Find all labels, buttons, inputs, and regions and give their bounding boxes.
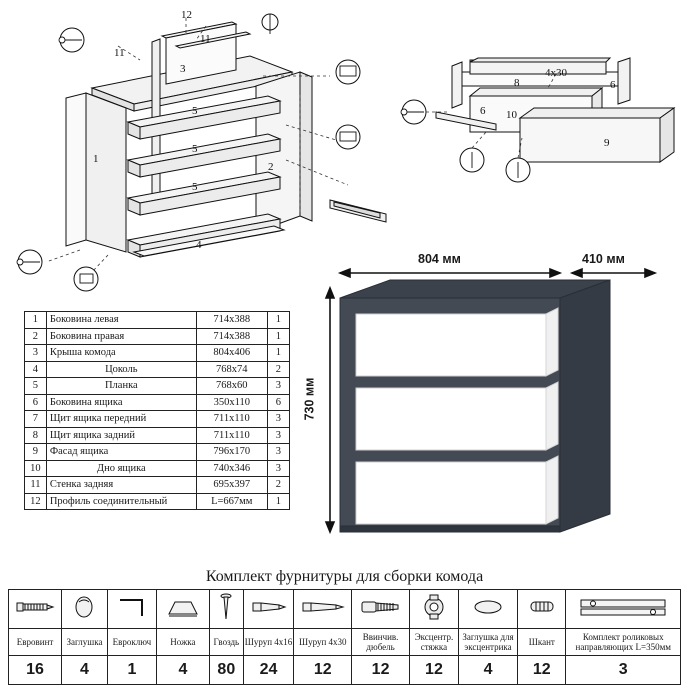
part-dimension: 768x60: [196, 378, 267, 395]
part-no: 8: [25, 427, 47, 444]
cam-lock-icon: [409, 590, 458, 629]
part-no: 9: [25, 444, 47, 461]
callout-5-c: 5: [192, 181, 198, 193]
part-name: Боковина левая: [46, 312, 196, 329]
callout-11-b: 11: [200, 33, 211, 45]
hardware-count: 12: [352, 656, 410, 685]
callout-5-b: 5: [192, 143, 198, 155]
part-no: 4: [25, 361, 47, 378]
hardware-name: Евровинт: [9, 629, 62, 656]
table-row: [25, 411, 290, 428]
hardware-name: Ножка: [156, 629, 209, 656]
part-quantity: 3: [267, 460, 289, 477]
hardware-count: 4: [458, 656, 517, 685]
part-no: 12: [25, 493, 47, 510]
drawer-slide-icon: [566, 590, 681, 629]
table-row: [25, 378, 290, 395]
dowel-screw-icon: [352, 590, 410, 629]
hardware-count: 16: [9, 656, 62, 685]
table-row: [25, 444, 290, 461]
part-quantity: 1: [267, 312, 289, 329]
part-no: 5: [25, 378, 47, 395]
callout-6-a: 6: [480, 105, 486, 117]
table-row: [25, 460, 290, 477]
hardware-count: 3: [566, 656, 681, 685]
hardware-count: 4: [62, 656, 108, 685]
foot-icon: [156, 590, 209, 629]
callout-1: 1: [93, 153, 99, 165]
callout-9: 9: [604, 137, 610, 149]
screw-4x16-icon: [243, 590, 294, 629]
part-dimension: 711x110: [196, 427, 267, 444]
part-no: 1: [25, 312, 47, 329]
callout-5-a: 5: [192, 105, 198, 117]
part-quantity: 6: [267, 394, 289, 411]
callout-12: 12: [181, 9, 192, 21]
table-row: [25, 345, 290, 362]
hardware-count: 4: [156, 656, 209, 685]
table-row: [25, 328, 290, 345]
hardware-name: Шуруп 4x30: [294, 629, 352, 656]
hardware-name: Заглушка для эксцентрика: [458, 629, 517, 656]
part-quantity: 2: [267, 477, 289, 494]
hardware-name: Шуруп 4x16: [243, 629, 294, 656]
table-row: [25, 394, 290, 411]
part-dimension: 695x397: [196, 477, 267, 494]
cam-cover-icon: [458, 590, 517, 629]
hardware-name: Заглушка: [62, 629, 108, 656]
part-dimension: 768x74: [196, 361, 267, 378]
part-dimension: 711x110: [196, 411, 267, 428]
part-name: Щит ящика передний: [46, 411, 196, 428]
hardware-count: 80: [209, 656, 243, 685]
part-dimension: 350x110: [196, 394, 267, 411]
part-name: Щит ящика задний: [46, 427, 196, 444]
part-name: Дно ящика: [46, 460, 196, 477]
allen-key-icon: [107, 590, 156, 629]
part-quantity: 3: [267, 444, 289, 461]
hardware-name: Шкант: [518, 629, 566, 656]
table-row: [25, 312, 290, 329]
part-no: 3: [25, 345, 47, 362]
part-quantity: 1: [267, 328, 289, 345]
callout-2: 2: [268, 161, 274, 173]
callout-4: 4: [196, 239, 202, 251]
part-quantity: 3: [267, 411, 289, 428]
hardware-count: 24: [243, 656, 294, 685]
part-name: Боковина правая: [46, 328, 196, 345]
nail-icon: [209, 590, 243, 629]
part-dimension: 796x170: [196, 444, 267, 461]
table-row: [25, 427, 290, 444]
part-dimension: 714x388: [196, 328, 267, 345]
part-no: 10: [25, 460, 47, 477]
part-name: Стенка задняя: [46, 477, 196, 494]
hardware-count: 1: [107, 656, 156, 685]
euro-screw-icon: [9, 590, 62, 629]
parts-table: [24, 311, 290, 510]
hardware-name: Евроключ: [107, 629, 156, 656]
screw-4x30-icon: [294, 590, 352, 629]
part-no: 7: [25, 411, 47, 428]
wooden-dowel-icon: [518, 590, 566, 629]
hardware-name: Эксцентр. стяжка: [409, 629, 458, 656]
callout-6-b: 6: [610, 79, 616, 91]
part-name: Цоколь: [46, 361, 196, 378]
part-name: Крыша комода: [46, 345, 196, 362]
cap-plug-icon: [62, 590, 108, 629]
hardware-count: 12: [294, 656, 352, 685]
part-quantity: 1: [267, 493, 289, 510]
hardware-name: Комплект роликовых направляющих L=350мм: [566, 629, 681, 656]
part-quantity: 3: [267, 378, 289, 395]
width-dimension-label: 804 мм: [418, 252, 461, 266]
callout-3: 3: [180, 63, 186, 75]
hardware-name: Гвоздь: [209, 629, 243, 656]
table-row: [25, 361, 290, 378]
height-dimension-label: 730 мм: [302, 377, 317, 421]
part-quantity: 1: [267, 345, 289, 362]
callout-10: 10: [506, 109, 517, 121]
dimensioned-product-view: [302, 240, 678, 560]
part-name: Профиль соединительный: [46, 493, 196, 510]
depth-dimension-label: 410 мм: [582, 252, 625, 266]
hardware-count: 12: [409, 656, 458, 685]
callout-11-a: 11: [114, 47, 125, 59]
part-dimension: 804x406: [196, 345, 267, 362]
hardware-section-title: Комплект фурнитуры для сборки комода: [205, 568, 484, 585]
part-no: 2: [25, 328, 47, 345]
part-dimension: 740x346: [196, 460, 267, 477]
callout-8: 8: [514, 77, 520, 89]
part-no: 6: [25, 394, 47, 411]
part-name: Боковина ящика: [46, 394, 196, 411]
part-name: Фасад ящика: [46, 444, 196, 461]
part-no: 11: [25, 477, 47, 494]
part-name: Планка: [46, 378, 196, 395]
part-dimension: 714x388: [196, 312, 267, 329]
hardware-name: Ввинчив. дюбель: [352, 629, 410, 656]
part-dimension: L=667мм: [196, 493, 267, 510]
table-row: [25, 493, 290, 510]
table-row: [25, 477, 290, 494]
part-quantity: 2: [267, 361, 289, 378]
hardware-table: [8, 589, 681, 685]
hardware-count: 12: [518, 656, 566, 685]
callout-4x30: 4х30: [545, 67, 567, 79]
part-quantity: 3: [267, 427, 289, 444]
